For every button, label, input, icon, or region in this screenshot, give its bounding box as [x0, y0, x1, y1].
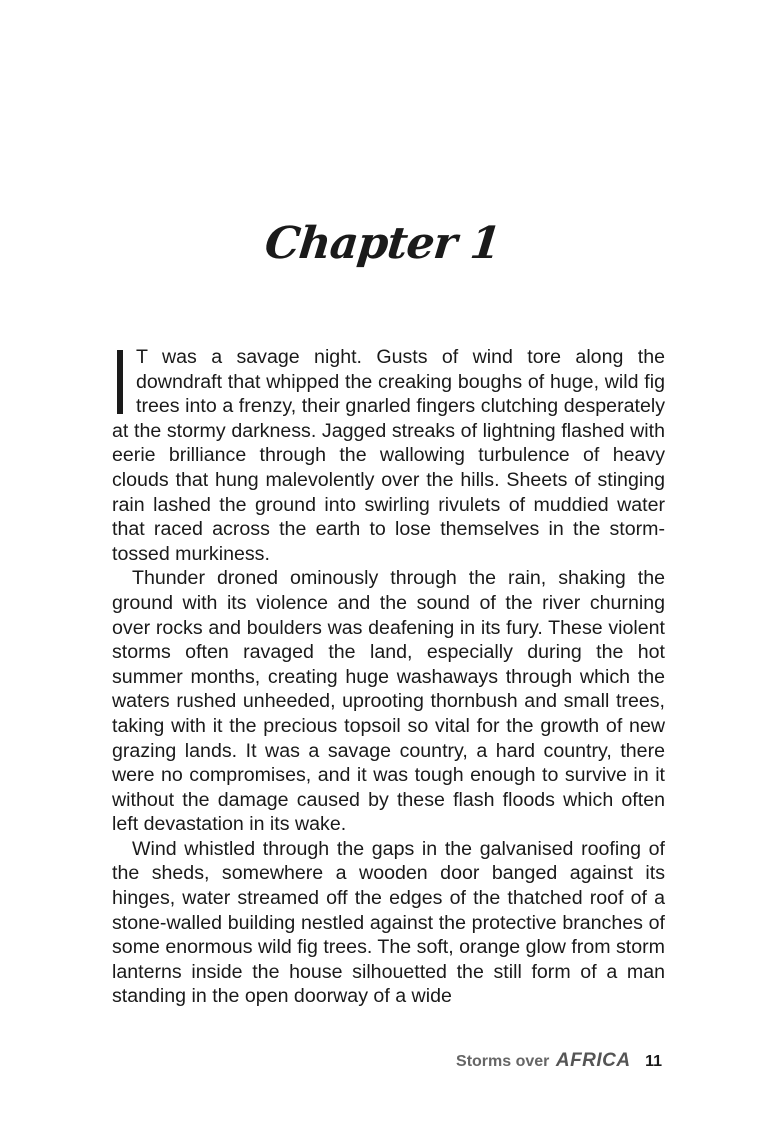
- body-text: [112, 345, 665, 1009]
- chapter-title: Chapter 1: [262, 218, 503, 269]
- page-footer: [456, 1050, 662, 1072]
- drop-cap-letter: [112, 347, 113, 348]
- paragraph-2: Thunder droned ominously through the rain, shaking the ground with its violence and the sound of the river churning over rocks and boulders was deafening in its fury. These violent storms often ravaged the land, especially during the hot summer months, creating huge washaways through which the waters rushed unheeded, uprooting thornbush and small trees, taking with it the precious topsoil so vital for the growth of new grazing lands. It was a savage country, a hard country, there were no compromises, and it was tough enough to survive in it without the damage caused by these flash floods which often left devastation in its wake.: [112, 567, 665, 836]
- page-number: 11: [645, 1053, 662, 1070]
- book-title: Storms over: [456, 1053, 550, 1070]
- paragraph-1-text: T was a savage night. Gusts of wind tore along the downdraft that whipped the creaking boughs of huge, wild fig trees into a frenzy, their gnarled fingers clutching desperately at the stormy darkness. Jagged streaks of lightning flashed with eerie brilliance through the wallowing turbulence of heavy clouds that hung malevolently over the hills. Sheets of stinging rain lashed the ground into swirling rivulets of muddied water that raced across the earth to lose themselves in the storm-tossed murkiness.: [112, 346, 665, 565]
- book-title-brand: AFRICA: [555, 1050, 631, 1071]
- paragraph-3: Wind whistled through the gaps in the galvanised roofing of the sheds, somewhere a wooden door banged against its hinges, water streamed off the edges of the thatched roof of a stone-walled building nestled against the protective branches of some enormous wild fig trees. The soft, orange glow from storm lanterns inside the house silhouetted the still form of a man standing in the open doorway of a wide: [112, 837, 665, 1008]
- drop-cap-bar: [117, 350, 123, 414]
- drop-cap: [112, 347, 128, 413]
- paragraph-1: [112, 345, 665, 566]
